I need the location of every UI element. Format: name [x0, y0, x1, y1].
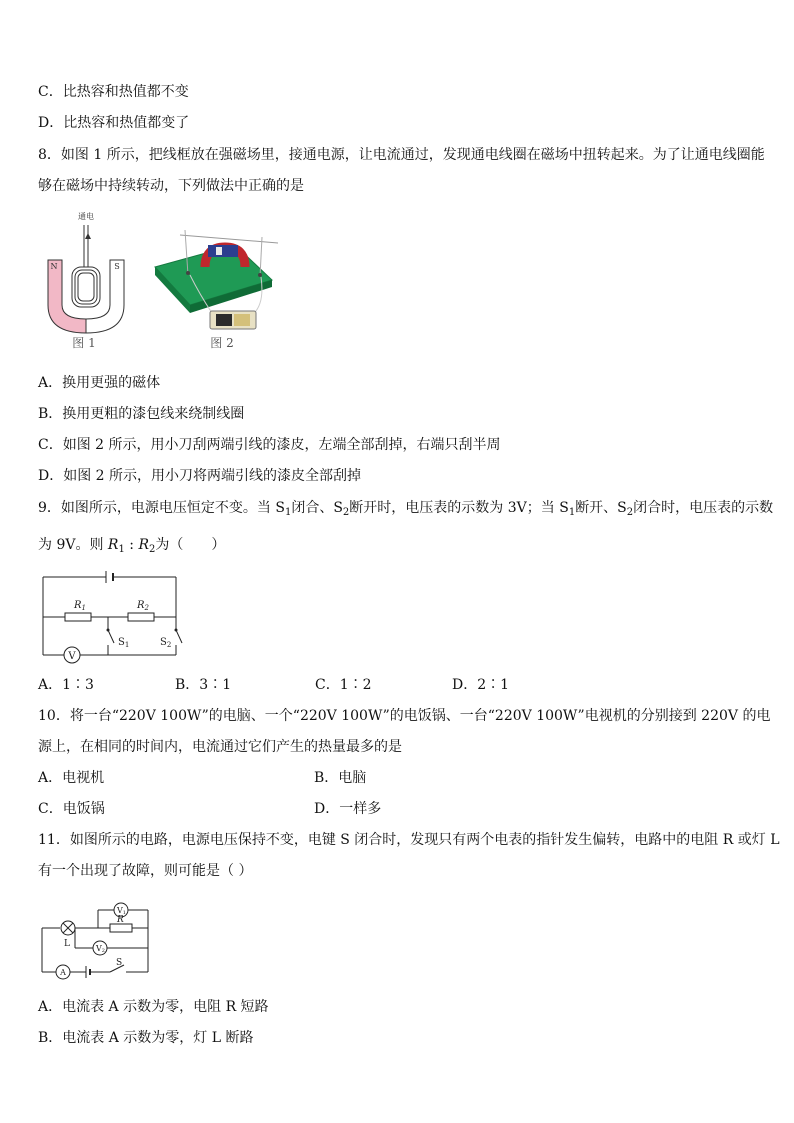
r2-letter: R: [137, 600, 145, 611]
q8-option-b: B．换用更粗的漆包线来绕制线圈: [38, 406, 245, 422]
option-c-prev: C．比热容和热值都不变: [38, 84, 189, 100]
q9-sub: 1: [118, 544, 125, 555]
q10-options-row1: [38, 768, 758, 788]
r1-label: [73, 600, 86, 612]
s2-label: [160, 637, 171, 649]
pole-n-label: N: [50, 262, 58, 271]
pole-s-label: S: [114, 262, 120, 271]
q11-stem-line2: 有一个出现了故障，则可能是（ ）: [38, 863, 253, 879]
q11-option-a: A．电流表 A 示数为零，电阻 R 短路: [38, 999, 269, 1015]
q9-stem-line1: [38, 498, 773, 523]
ammeter-label: A: [60, 968, 66, 977]
voltmeter-label: V: [68, 651, 76, 662]
option-d-prev: D．比热容和热值都变了: [38, 115, 190, 131]
r2-label: [136, 600, 150, 612]
q9-text: 闭合、S: [291, 500, 343, 516]
q10-option-c: C．电饭锅: [38, 801, 105, 817]
lamp-label: L: [64, 939, 70, 949]
figure-1-label: 图 1: [72, 336, 96, 350]
q9-options: [38, 675, 758, 695]
q9-text: 闭合时，电压表的示数: [633, 500, 774, 516]
q9-r2: R: [138, 537, 150, 553]
q9-sub: 2: [626, 507, 634, 518]
v2-sub: 2: [101, 948, 105, 954]
q11-stem-line1: 11．如图所示的电路，电源电压保持不变，电键 S 闭合时，发现只有两个电表的指针发生偏转，电路中的电阻 R 或灯 L: [38, 832, 780, 848]
figure-1-u-magnet: [48, 211, 124, 350]
q10-stem-line2: 源上，在相同的时间内，电流通过它们产生的热量最多的是: [38, 739, 402, 755]
q9-text: 9．如图所示，电源电压恒定不变。当 S: [38, 500, 285, 516]
q9-text: 为 9V。则: [38, 537, 108, 553]
q8-figures: [40, 205, 300, 355]
q8-option-d: D．如图 2 所示，用小刀将两端引线的漆皮全部刮掉: [38, 468, 362, 484]
q9-option-d: D．2∶1: [452, 677, 510, 693]
q8-option-c: C．如图 2 所示，用小刀刮两端引线的漆皮，左端全部刮掉，右端只刮半周: [38, 437, 501, 453]
q9-option-c: C．1∶2: [315, 677, 372, 693]
r1-letter: R: [74, 600, 82, 611]
q11-option-b: B．电流表 A 示数为零，灯 L 断路: [38, 1030, 254, 1046]
q10-option-b: B．电脑: [314, 770, 367, 786]
s2-letter: S: [160, 637, 167, 648]
q10-option-d: D．一样多: [314, 801, 382, 817]
q11-circuit: [38, 898, 158, 983]
s1-label: [118, 637, 129, 649]
v2-label: [95, 944, 105, 954]
q9-sub: 2: [149, 544, 156, 555]
s1-letter: S: [118, 637, 125, 648]
q9-text: 为（ ）: [155, 537, 226, 553]
r1-sub: 1: [81, 604, 86, 612]
q9-sub: 1: [284, 507, 292, 518]
q9-option-b: B．3∶1: [175, 677, 232, 693]
v1-label: [116, 906, 126, 916]
q9-sub: 2: [342, 507, 350, 518]
current-label: 通电: [78, 212, 94, 221]
q9-text: 断开、S: [575, 500, 627, 516]
v1-sub: 1: [122, 910, 126, 916]
v1-letter: V: [117, 906, 123, 915]
s2-sub: 2: [166, 641, 172, 649]
q9-text: :: [124, 537, 139, 553]
figure-2-label: 图 2: [210, 336, 234, 350]
q9-stem-line2: [38, 535, 225, 560]
q10-option-a: A．电视机: [38, 770, 105, 786]
resistor-label: R: [117, 915, 124, 925]
q10-stem-line1: 10．将一台“220V 100W”的电脑、一个“220V 100W”的电饭锅、一台“220V 100W”电视机的分别接到 220V 的电: [38, 708, 771, 724]
q10-options-row2: [38, 799, 758, 819]
q9-option-a: A．1∶3: [38, 677, 94, 693]
q9-sub: 1: [568, 507, 576, 518]
q9-text: 断开时，电压表的示数为 3V；当 S: [349, 500, 569, 516]
q8-stem-line1: 8．如图 1 所示，把线框放在强磁场里，接通电源，让电流通过，发现通电线圈在磁场中扭转起来。为了让通电线圈能: [38, 147, 765, 163]
switch-label: S: [116, 958, 123, 968]
q8-stem-line2: 够在磁场中持续转动，下列做法中正确的是: [38, 178, 304, 194]
figure-2-motor-photo: [155, 230, 278, 350]
s1-sub: 1: [124, 641, 130, 649]
q9-r1: R: [107, 537, 119, 553]
q9-circuit: [38, 565, 188, 665]
r2-sub: 2: [144, 604, 149, 612]
q8-option-a: A．换用更强的磁体: [38, 375, 161, 391]
v2-letter: V: [96, 944, 102, 953]
